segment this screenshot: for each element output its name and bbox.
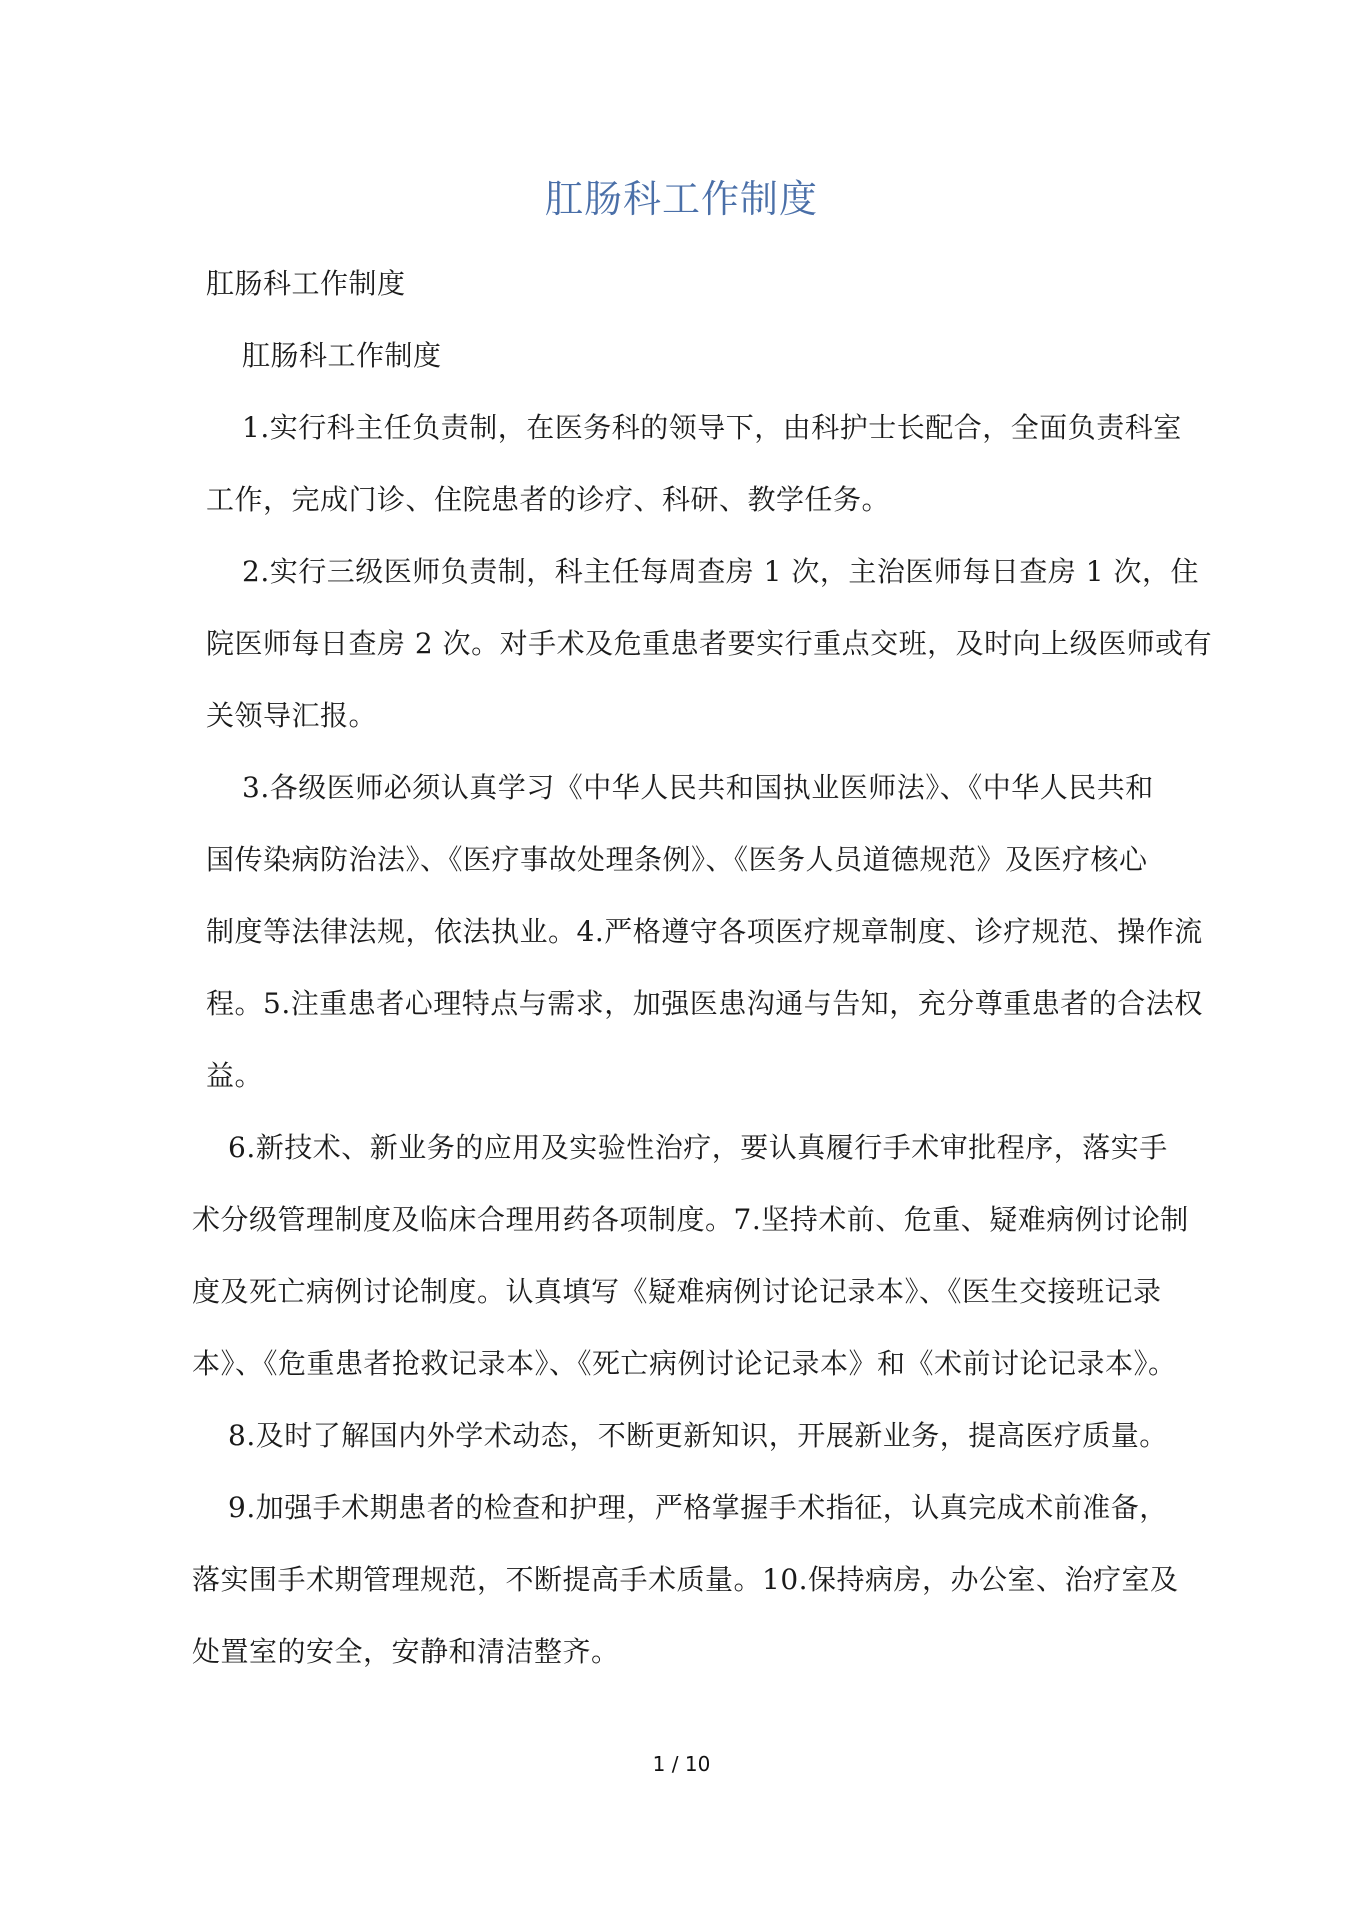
text-line: 制度等法律法规，依法执业。4.严格遵守各项医疗规章制度、诊疗规范、操作流 xyxy=(206,915,1203,948)
text-line: 9.加强手术期患者的检查和护理，严格掌握手术指征，认真完成术前准备， xyxy=(228,1491,1168,1524)
subtitle-line: 肛肠科工作制度 xyxy=(206,267,406,300)
text-line: 落实围手术期管理规范，不断提高手术质量。10.保持病房，办公室、治疗室及 xyxy=(192,1563,1179,1596)
text-line: 1.实行科主任负责制，在医务科的领导下，由科护士长配合，全面负责科室 xyxy=(242,411,1182,444)
text-line: 处置室的安全，安静和清洁整齐。 xyxy=(192,1635,620,1668)
text-line: 术分级管理制度及临床合理用药各项制度。7.坚持术前、危重、疑难病例讨论制 xyxy=(192,1203,1189,1236)
text-line: 3.各级医师必须认真学习《中华人民共和国执业医师法》、《中华人民共和 xyxy=(242,771,1154,804)
page-number: 1 / 10 xyxy=(652,1752,711,1776)
document-title: 肛肠科工作制度 xyxy=(544,177,818,221)
text-line: 程。5.注重患者心理特点与需求，加强医患沟通与告知，充分尊重患者的合法权 xyxy=(206,987,1203,1020)
section-heading: 肛肠科工作制度 xyxy=(242,339,442,372)
text-line: 2.实行三级医师负责制，科主任每周查房 1 次，主治医师每日查房 1 次，住 xyxy=(242,555,1199,588)
text-line: 度及死亡病例讨论制度。认真填写《疑难病例讨论记录本》、《医生交接班记录 xyxy=(192,1275,1162,1308)
text-line: 关领导汇报。 xyxy=(206,699,378,732)
text-line: 益。 xyxy=(206,1059,264,1092)
text-line: 本》、《危重患者抢救记录本》、《死亡病例讨论记录本》和《术前讨论记录本》。 xyxy=(192,1347,1177,1380)
text-line: 工作，完成门诊、住院患者的诊疗、科研、教学任务。 xyxy=(206,483,891,516)
text-line: 院医师每日查房 2 次。对手术及危重患者要实行重点交班，及时向上级医师或有 xyxy=(206,627,1213,660)
text-line: 国传染病防治法》、《医疗事故处理条例》、《医务人员道德规范》及医疗核心 xyxy=(206,843,1148,876)
text-line: 8.及时了解国内外学术动态，不断更新知识，开展新业务，提高医疗质量。 xyxy=(228,1419,1168,1452)
text-line: 6.新技术、新业务的应用及实验性治疗，要认真履行手术审批程序，落实手 xyxy=(228,1131,1168,1164)
